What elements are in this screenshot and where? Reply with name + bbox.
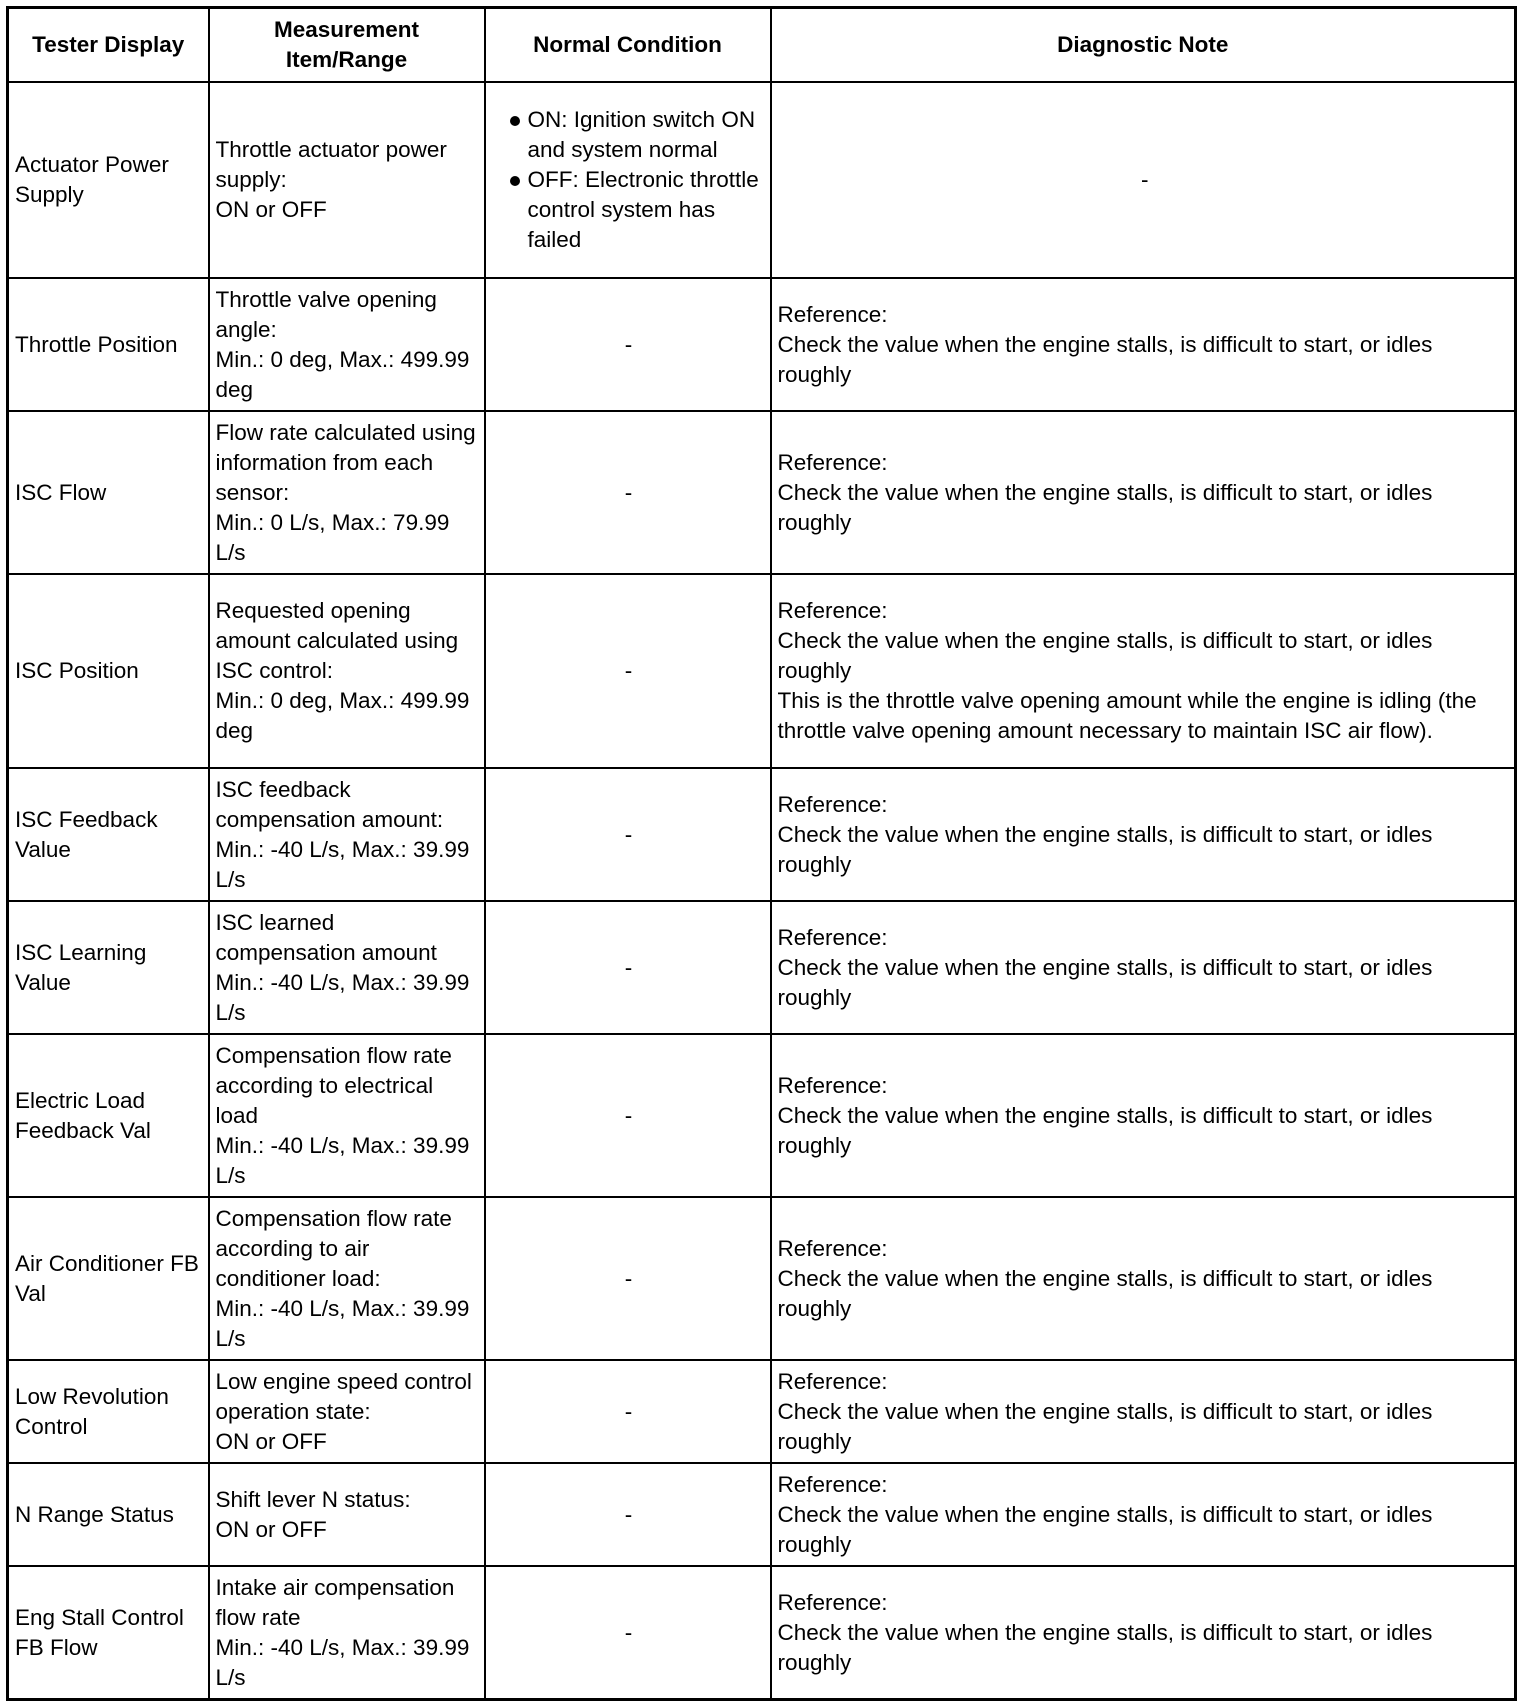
measurement-line: Requested opening amount calculated using ISC control: — [215, 598, 459, 683]
note-line: Check the value when the engine stalls, is difficult to start, or idles roughly — [777, 954, 1433, 1010]
note-line: Check the value when the engine stalls, is difficult to start, or idles roughly — [777, 331, 1433, 387]
diagnostic-note-cell — [771, 1360, 1516, 1463]
measurement-line: Min.: -40 L/s, Max.: 39.99 L/s — [215, 969, 470, 1025]
measurement-line: Min.: -40 L/s, Max.: 39.99 L/s — [215, 1132, 470, 1188]
measurement-line: Min.: -40 L/s, Max.: 39.99 L/s — [215, 1295, 470, 1351]
measurement-line: Min.: -40 L/s, Max.: 39.99 L/s — [215, 836, 470, 892]
table-row — [8, 1566, 1516, 1700]
diagnostic-note-cell — [771, 1566, 1516, 1700]
normal-condition-cell: - — [485, 1360, 771, 1463]
measurement-line: ON or OFF — [215, 1428, 327, 1454]
normal-condition-cell: - — [485, 1566, 771, 1700]
diagnostic-note-cell — [771, 901, 1516, 1034]
measurement-line: Min.: 0 L/s, Max.: 79.99 L/s — [215, 509, 450, 565]
tester-display-cell: Actuator Power Supply — [8, 82, 209, 278]
note-line: Reference: — [777, 598, 888, 623]
measurement-line: Shift lever N status: — [215, 1486, 411, 1512]
note-line: Check the value when the engine stalls, is difficult to start, or idles roughly — [777, 1265, 1433, 1321]
header-tester-display: Tester Display — [8, 8, 209, 83]
note-line: Check the value when the engine stalls, is difficult to start, or idles roughly — [777, 628, 1433, 683]
diagnostic-note-cell — [771, 1197, 1516, 1360]
measurement-line: Low engine speed control operation state: — [215, 1368, 472, 1424]
tester-display-cell: ISC Feedback Value — [8, 768, 209, 901]
measurement-cell — [209, 278, 485, 411]
tester-display-cell: Low Revolution Control — [8, 1360, 209, 1463]
header-measurement-item-range: Measurement Item/Range — [209, 8, 485, 83]
measurement-cell — [209, 768, 485, 901]
note-line: Check the value when the engine stalls, is difficult to start, or idles roughly — [777, 1619, 1433, 1675]
normal-condition-cell: - — [485, 574, 771, 768]
measurement-cell — [209, 1360, 485, 1463]
measurement-cell — [209, 82, 485, 278]
normal-condition-bullet — [492, 165, 766, 255]
note-line: Reference: — [777, 1589, 888, 1615]
measurement-line: Throttle actuator power supply: — [215, 137, 447, 192]
measurement-cell — [209, 1034, 485, 1197]
normal-condition-cell: - — [485, 1197, 771, 1360]
measurement-cell — [209, 1463, 485, 1566]
diagnostic-note-cell: - — [771, 82, 1516, 278]
note-line: This is the throttle valve opening amount while the engine is idling (the throttle valve opening amount necessary to maintain ISC air flow). — [777, 688, 1477, 743]
measurement-line: Compensation flow rate according to electrical load — [215, 1042, 452, 1128]
normal-condition-cell — [485, 82, 771, 278]
diagnostic-note-cell — [771, 1034, 1516, 1197]
measurement-line: Throttle valve opening angle: — [215, 286, 437, 342]
measurement-cell — [209, 1566, 485, 1700]
tester-display-cell: Air Conditioner FB Val — [8, 1197, 209, 1360]
measurement-line: ISC learned compensation amount — [215, 909, 437, 965]
tester-display-cell: ISC Learning Value — [8, 901, 209, 1034]
note-line: Reference: — [777, 301, 888, 327]
bullet-text: ON: Ignition switch ON and system normal — [527, 107, 756, 162]
note-line: Reference: — [777, 1471, 888, 1497]
note-line: Reference: — [777, 791, 888, 817]
table-row — [8, 82, 1516, 278]
measurement-line: ISC feedback compensation amount: — [215, 776, 444, 832]
measurement-line: Min.: 0 deg, Max.: 499.99 deg — [215, 688, 470, 743]
header-diagnostic-note: Diagnostic Note — [771, 8, 1516, 83]
table-row — [8, 1360, 1516, 1463]
normal-condition-bullet-list — [492, 105, 766, 255]
note-line: Reference: — [777, 1368, 888, 1394]
measurement-line: ON or OFF — [215, 1516, 327, 1542]
note-line: Reference: — [777, 924, 888, 950]
normal-condition-cell: - — [485, 768, 771, 901]
diagnostic-note-cell — [771, 278, 1516, 411]
table-row — [8, 901, 1516, 1034]
normal-condition-cell: - — [485, 901, 771, 1034]
bullet-dot-icon — [510, 116, 520, 126]
note-line: Reference: — [777, 1072, 888, 1098]
normal-condition-bullet — [492, 105, 766, 165]
diagnostic-note-cell — [771, 768, 1516, 901]
note-line: Check the value when the engine stalls, is difficult to start, or idles roughly — [777, 479, 1433, 535]
data-list-table-container — [6, 6, 1514, 1701]
diagnostic-note-cell — [771, 1463, 1516, 1566]
header-normal-condition: Normal Condition — [485, 8, 771, 83]
measurement-line: Min.: -40 L/s, Max.: 39.99 L/s — [215, 1634, 470, 1690]
bullet-text: OFF: Electronic throttle control system has failed — [527, 167, 759, 252]
diagnostic-note-cell — [771, 574, 1516, 768]
note-line: Reference: — [777, 1235, 888, 1261]
table-row — [8, 1463, 1516, 1566]
note-line: Check the value when the engine stalls, is difficult to start, or idles roughly — [777, 821, 1433, 877]
table-row — [8, 1034, 1516, 1197]
table-row — [8, 1197, 1516, 1360]
measurement-line: Min.: 0 deg, Max.: 499.99 deg — [215, 346, 470, 402]
measurement-line: Compensation flow rate according to air conditioner load: — [215, 1205, 452, 1291]
normal-condition-cell: - — [485, 1034, 771, 1197]
normal-condition-cell: - — [485, 1463, 771, 1566]
tester-display-cell: Electric Load Feedback Val — [8, 1034, 209, 1197]
table-row — [8, 574, 1516, 768]
measurement-line: Flow rate calculated using information from each sensor: — [215, 419, 476, 505]
tester-display-cell: Eng Stall Control FB Flow — [8, 1566, 209, 1700]
tester-display-cell: ISC Position — [8, 574, 209, 768]
note-line: Check the value when the engine stalls, is difficult to start, or idles roughly — [777, 1501, 1433, 1557]
measurement-cell — [209, 1197, 485, 1360]
measurement-cell — [209, 574, 485, 768]
normal-condition-cell: - — [485, 411, 771, 574]
table-row — [8, 278, 1516, 411]
measurement-cell — [209, 411, 485, 574]
data-list-table — [6, 6, 1517, 1701]
diagnostic-note-cell — [771, 411, 1516, 574]
tester-display-cell: ISC Flow — [8, 411, 209, 574]
tester-display-cell: N Range Status — [8, 1463, 209, 1566]
bullet-dot-icon — [510, 176, 520, 186]
measurement-cell — [209, 901, 485, 1034]
table-row — [8, 411, 1516, 574]
measurement-line: ON or OFF — [215, 197, 327, 222]
normal-condition-cell: - — [485, 278, 771, 411]
note-line: Check the value when the engine stalls, is difficult to start, or idles roughly — [777, 1398, 1433, 1454]
table-row — [8, 768, 1516, 901]
measurement-line: Intake air compensation flow rate — [215, 1574, 455, 1630]
note-line: Check the value when the engine stalls, is difficult to start, or idles roughly — [777, 1102, 1433, 1158]
table-header-row — [8, 8, 1516, 83]
tester-display-cell: Throttle Position — [8, 278, 209, 411]
note-line: Reference: — [777, 449, 888, 475]
